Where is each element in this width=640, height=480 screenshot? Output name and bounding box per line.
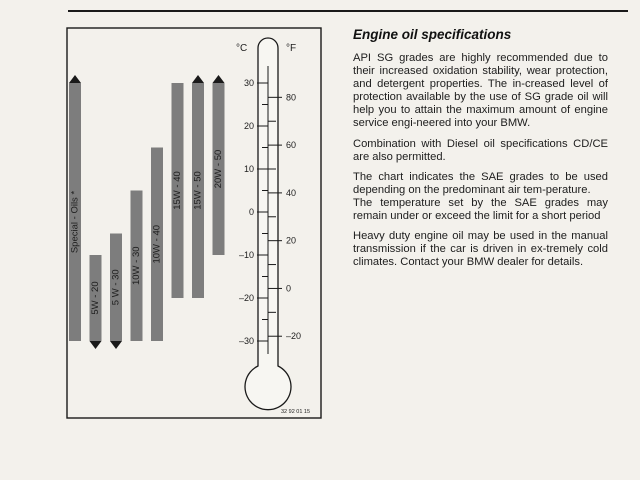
oil-grade-label: 5W - 20 — [90, 281, 101, 315]
celsius-tick-label: 0 — [248, 207, 254, 217]
paragraph-temperature-limit: The temperature set by the SAE grades may remain under or exceed the limit for a short period — [353, 196, 608, 223]
oil-grade-label: 5 W - 30 — [110, 269, 122, 306]
paragraph-chart-info: The chart indicates the SAE grades to be used depending on the predominant air tem-perature. — [353, 170, 608, 196]
fahrenheit-tick-label: 80 — [286, 92, 297, 103]
paragraph-heavy-duty: Heavy duty engine oil may be used in the manual transmission if the car is driven in ex-tremely cold climates. Contact your BMW dealer for details. — [353, 230, 608, 269]
paragraph-diesel: Combination with Diesel oil specifications CD/CE are also permitted. — [353, 137, 608, 163]
celsius-tick-label: 20 — [243, 121, 254, 131]
fahrenheit-tick-label: –20 — [286, 331, 302, 342]
bar-arrow-up-icon — [69, 75, 81, 83]
bar-arrow-down-icon — [110, 341, 122, 349]
image-code: 32 92 01 15 — [281, 409, 311, 415]
oil-grade-label: Special - Oils * — [69, 190, 81, 254]
fahrenheit-tick-label: 40 — [286, 187, 297, 198]
fahrenheit-tick-label: 0 — [286, 283, 292, 294]
celsius-tick-label: –20 — [238, 293, 254, 303]
fahrenheit-unit-label: °F — [286, 43, 297, 54]
fahrenheit-tick-label: 20 — [286, 235, 297, 246]
celsius-tick-label: –30 — [238, 336, 254, 346]
celsius-tick-label: –10 — [238, 250, 254, 260]
oil-grade-label: 15W - 40 — [172, 171, 183, 210]
oil-grade-label: 15W - 50 — [192, 171, 204, 210]
bar-arrow-down-icon — [90, 341, 102, 349]
text-column — [353, 27, 608, 276]
bar-arrow-up-icon — [213, 75, 225, 83]
oil-grade-label: 10W - 40 — [151, 224, 163, 264]
celsius-unit-label: °C — [236, 43, 248, 54]
celsius-tick-label: 30 — [243, 78, 254, 88]
celsius-tick-label: 10 — [243, 164, 254, 174]
fahrenheit-tick-label: 60 — [286, 140, 297, 151]
page-title: Engine oil specifications — [353, 27, 512, 42]
paragraph-api-sg: API SG grades are highly recommended due to their increased oxidation stability, wear protection, and detergent properties. The in-creased level of protection available by the use of SG grade oil will help you to attain the maximum amount of engine service engi-neered into your BMW. — [353, 52, 608, 130]
oil-grade-label: 10W - 30 — [131, 246, 142, 286]
bar-arrow-up-icon — [192, 75, 204, 83]
oil-grade-label: 20W - 50 — [213, 149, 224, 189]
